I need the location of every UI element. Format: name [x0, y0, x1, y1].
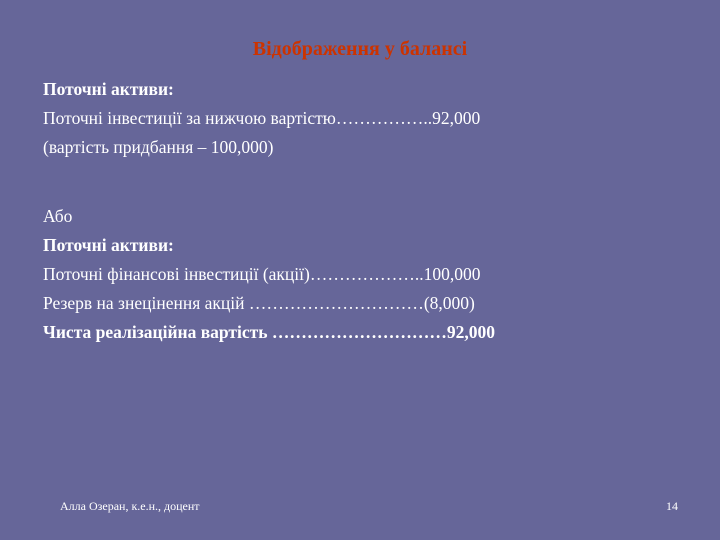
acquisition-cost-line: (вартість придбання – 100,000) — [43, 137, 274, 157]
financial-investments-line: Поточні фінансові інвестиції (акції)………………..100,000 — [43, 264, 481, 284]
current-assets-heading-1: Поточні активи: — [43, 79, 174, 99]
page-number: 14 — [666, 499, 678, 513]
or-text: Або — [43, 206, 73, 226]
slide-title: Відображення у балансі — [252, 38, 468, 60]
impairment-reserve-line: Резерв на знецінення акцій …………………………(8,000) — [43, 293, 475, 313]
slide-content — [43, 79, 683, 351]
current-assets-heading-2: Поточні активи: — [43, 235, 174, 255]
footer-author: Алла Озеран, к.е.н., доцент — [60, 499, 200, 513]
net-realizable-value-line: Чиста реалізаційна вартість …………………………92,000 — [43, 322, 496, 342]
spacer — [43, 166, 683, 206]
current-investments-line: Поточні інвестиції за нижчою вартістю……………..92,000 — [43, 108, 481, 128]
